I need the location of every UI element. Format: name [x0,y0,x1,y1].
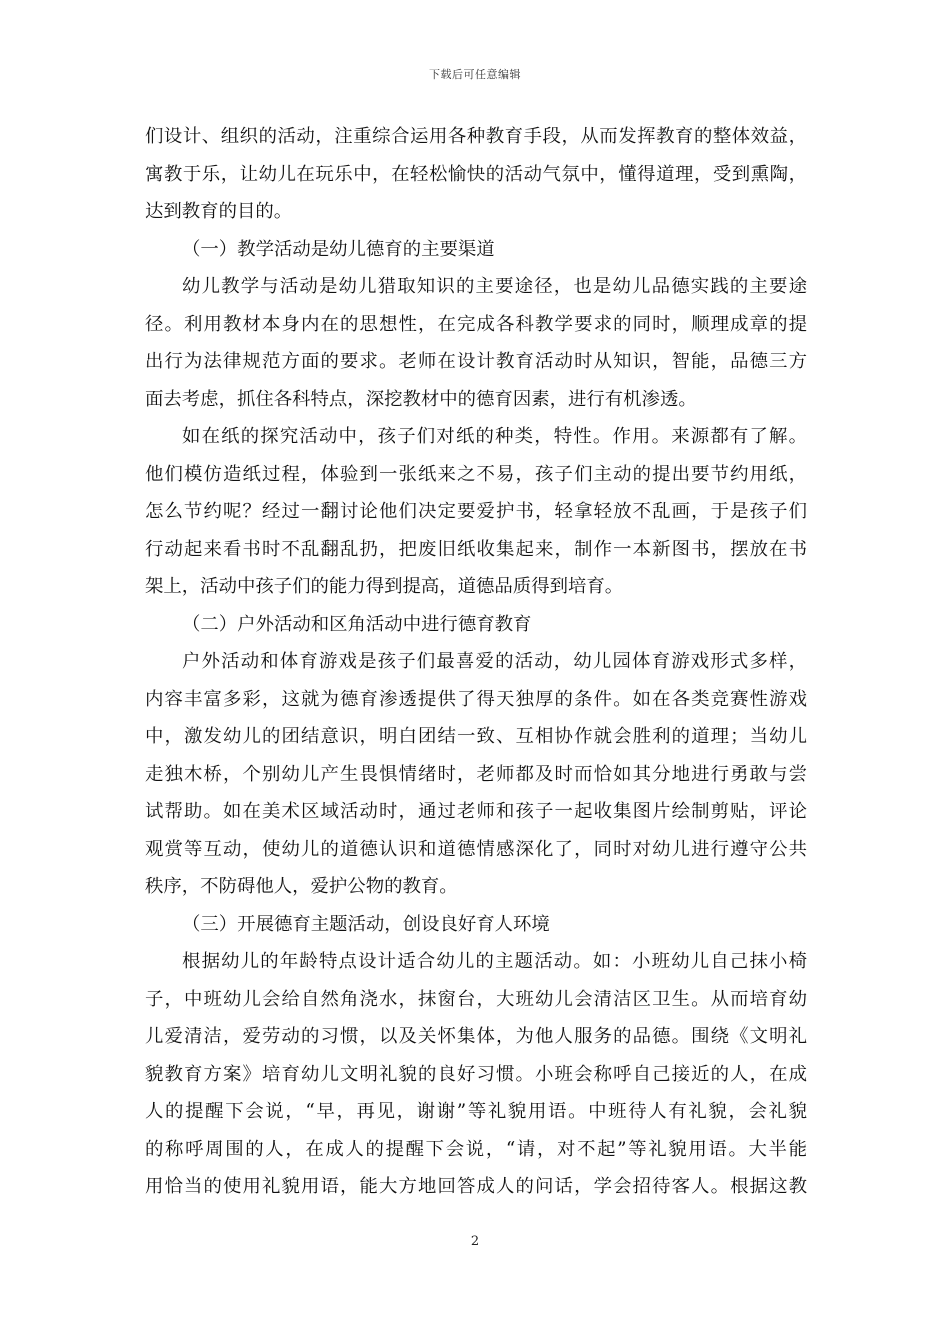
paragraph [145,943,807,1206]
text-line: 架上，活动中孩子们的能力得到提高，道德品质得到培育。 [145,576,624,597]
text-line: 根据幼儿的年龄特点设计适合幼儿的主题活动。如：小班幼儿自己抹小椅 [182,951,807,972]
text-line: 用恰当的使用礼貌用语，能大方地回答成人的问话，学会招待客人。根据这教 [145,1176,807,1197]
text-line: 出行为法律规范方面的要求。老师在设计教育活动时从知识，智能，品德三方 [145,351,807,372]
text-line: 走独木桥，个别幼儿产生畏惧情绪时，老师都及时而恰如其分地进行勇敢与尝 [145,763,807,785]
document-body [145,118,807,1206]
text-line: 寓教于乐，让幼儿在玩乐中，在轻松愉快的活动气氛中，懂得道理，受到熏陶， [145,163,807,185]
text-line: 内容丰富多彩，这就为德育渗透提供了得天独厚的条件。如在各类竞赛性游戏 [145,688,807,710]
text-line: 中，激发幼儿的团结意识，明白团结一致、互相协作就会胜利的道理；当幼儿 [145,726,807,747]
heading-text: （一）教学活动是幼儿德育的主要渠道 [182,238,495,260]
text-line: 户外活动和体育游戏是孩子们最喜爱的活动，幼儿园体育游戏形式多样， [182,651,807,672]
section-heading [145,606,807,644]
text-line: 幼儿教学与活动是幼儿猎取知识的主要途径，也是幼儿品德实践的主要途 [182,276,807,297]
page-header: 下载后可任意编辑 [429,68,521,81]
section-heading [145,231,807,269]
text-line: 儿爱清洁，爱劳动的习惯，以及关怀集体，为他人服务的品德。围绕《文明礼 [145,1026,807,1047]
paragraph [145,118,807,231]
paragraph [145,268,807,418]
text-line: 怎么节约呢？经过一翻讨论他们决定要爱护书，轻拿轻放不乱画，于是孩子们 [145,501,807,522]
text-line: 面去考虑，抓住各科特点，深挖教材中的德育因素，进行有机渗透。 [145,388,697,410]
heading-text: （三）开展德育主题活动，创设良好育人环境 [182,913,550,935]
text-line: 的称呼周围的人，在成人的提醒下会说，“请，对不起”等礼貌用语。大半能 [145,1138,807,1160]
paragraph [145,418,807,606]
text-line: 径。利用教材本身内在的思想性，在完成各科教学要求的同时，顺理成章的提 [145,313,807,335]
text-line: 观赏等互动，使幼儿的道德认识和道德情感深化了，同时对幼儿进行遵守公共 [145,838,807,860]
page-number: 2 [470,1234,480,1249]
text-line: 们设计、组织的活动，注重综合运用各种教育手段，从而发挥教育的整体效益， [145,126,807,147]
heading-text: （二）户外活动和区角活动中进行德育教育 [182,613,532,635]
text-line: 子，中班幼儿会给自然角浇水，抹窗台，大班幼儿会清洁区卫生。从而培育幼 [145,988,807,1010]
text-line: 秩序，不防碍他人，爱护公物的教育。 [145,876,458,897]
text-line: 达到教育的目的。 [145,201,293,222]
paragraph [145,643,807,906]
text-line: 貌教育方案》培育幼儿文明礼貌的良好习惯。小班会称呼自己接近的人，在成 [145,1063,807,1085]
text-line: 行动起来看书时不乱翻乱扔，把废旧纸收集起来，制作一本新图书，摆放在书 [145,538,807,560]
section-heading [145,906,807,944]
text-line: 他们模仿造纸过程，体验到一张纸来之不易，孩子们主动的提出要节约用纸， [145,463,807,485]
text-line: 试帮助。如在美术区域活动时，通过老师和孩子一起收集图片绘制剪贴，评论 [145,801,807,822]
text-line: 人的提醒下会说，“早，再见，谢谢”等礼貌用语。中班待人有礼貌，会礼貌 [145,1101,807,1122]
text-line: 如在纸的探究活动中，孩子们对纸的种类，特性。作用。来源都有了解。 [182,426,807,447]
